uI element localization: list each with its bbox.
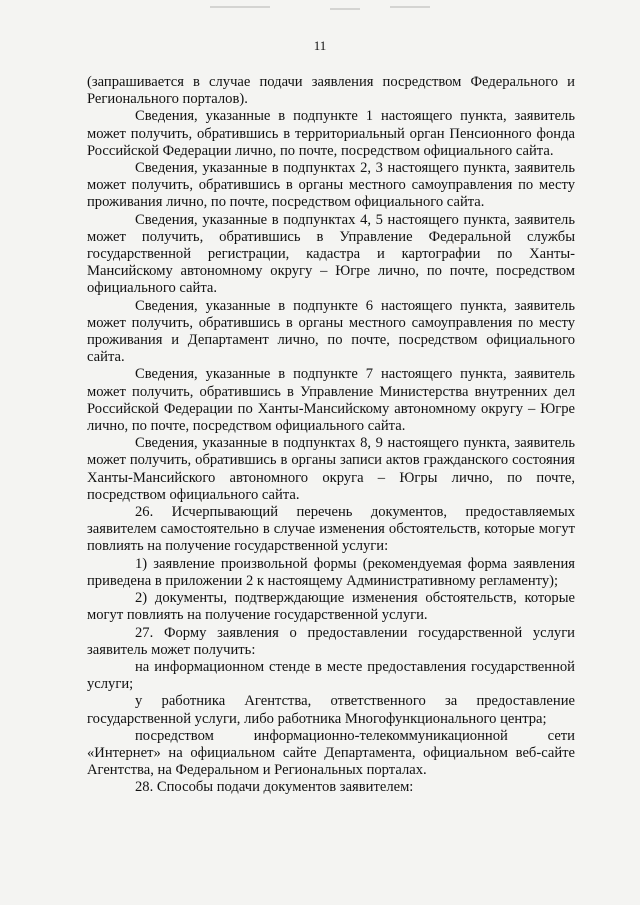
paragraph: Сведения, указанные в подпункте 7 настоящего пункта, заявитель может получить, обратившись в Управление Министерства внутренних дел Российской Федерации по Ханты-Мансийскому автономному округу – Югре лично, по почте, посредством официального сайта.	[87, 366, 575, 435]
paragraph: 27. Форму заявления о предоставлении государственной услуги заявитель может получить:	[87, 624, 575, 658]
scan-artifact	[390, 6, 430, 8]
document-body	[87, 74, 575, 797]
paragraph: 28. Способы подачи документов заявителем:	[135, 779, 414, 796]
list-item: на информационном стенде в месте предоставления государственной услуги;	[87, 658, 575, 693]
page-number: 11	[313, 38, 327, 53]
paragraph: Сведения, указанные в подпунктах 2, 3 настоящего пункта, заявитель может получить, обратившись в органы местного самоуправления по месту проживания лично, по почте, посредством официального сайта.	[87, 160, 575, 211]
scan-artifact	[330, 8, 360, 10]
list-item: 2) документы, подтверждающие изменения обстоятельств, которые могут повлиять на получение государственной услуги.	[87, 590, 575, 624]
scan-artifact	[210, 6, 270, 8]
paragraph: Сведения, указанные в подпункте 1 настоящего пункта, заявитель может получить, обратившись в территориальный орган Пенсионного фонда Российской Федерации лично, по почте, посредством официального сайта.	[87, 108, 575, 159]
list-item: посредством информационно-телекоммуникационной сети «Интернет» на официальном сайте Департамента, официальном веб-сайте Агентства, на Федеральном и Региональных порталах.	[87, 727, 575, 779]
paragraph: Сведения, указанные в подпунктах 4, 5 настоящего пункта, заявитель может получить, обратившись в Управление Федеральной службы государственной регистрации, кадастра и картографии по Ханты-Мансийскому автономному округу – Югре лично, по почте, посредством официального сайта.	[87, 211, 575, 297]
paragraph: Сведения, указанные в подпунктах 8, 9 настоящего пункта, заявитель может получить, обратившись в органы записи актов гражданского состояния Ханты-Мансийского автономного округа – Югры лично, по почте, посредством официального сайта.	[87, 435, 575, 503]
paragraph: 26. Исчерпывающий перечень документов, предоставляемых заявителем самостоятельно в случае изменения обстоятельств, которые могут повлиять на получение государственной услуги:	[87, 504, 575, 555]
list-item: 1) заявление произвольной формы (рекомендуемая форма заявления приведена в приложении 2 к настоящему Административному регламенту);	[87, 555, 575, 589]
list-item: у работника Агентства, ответственного за предоставление государственной услуги, либо работника Многофункционального центра;	[87, 693, 575, 727]
paragraph: (запрашивается в случае подачи заявления посредством Федерального и Регионального порталов).	[87, 74, 575, 108]
paragraph: Сведения, указанные в подпункте 6 настоящего пункта, заявитель может получить, обратившись в органы местного самоуправления по месту проживания и Департамент лично, по почте, посредством официального сайта.	[87, 297, 575, 366]
